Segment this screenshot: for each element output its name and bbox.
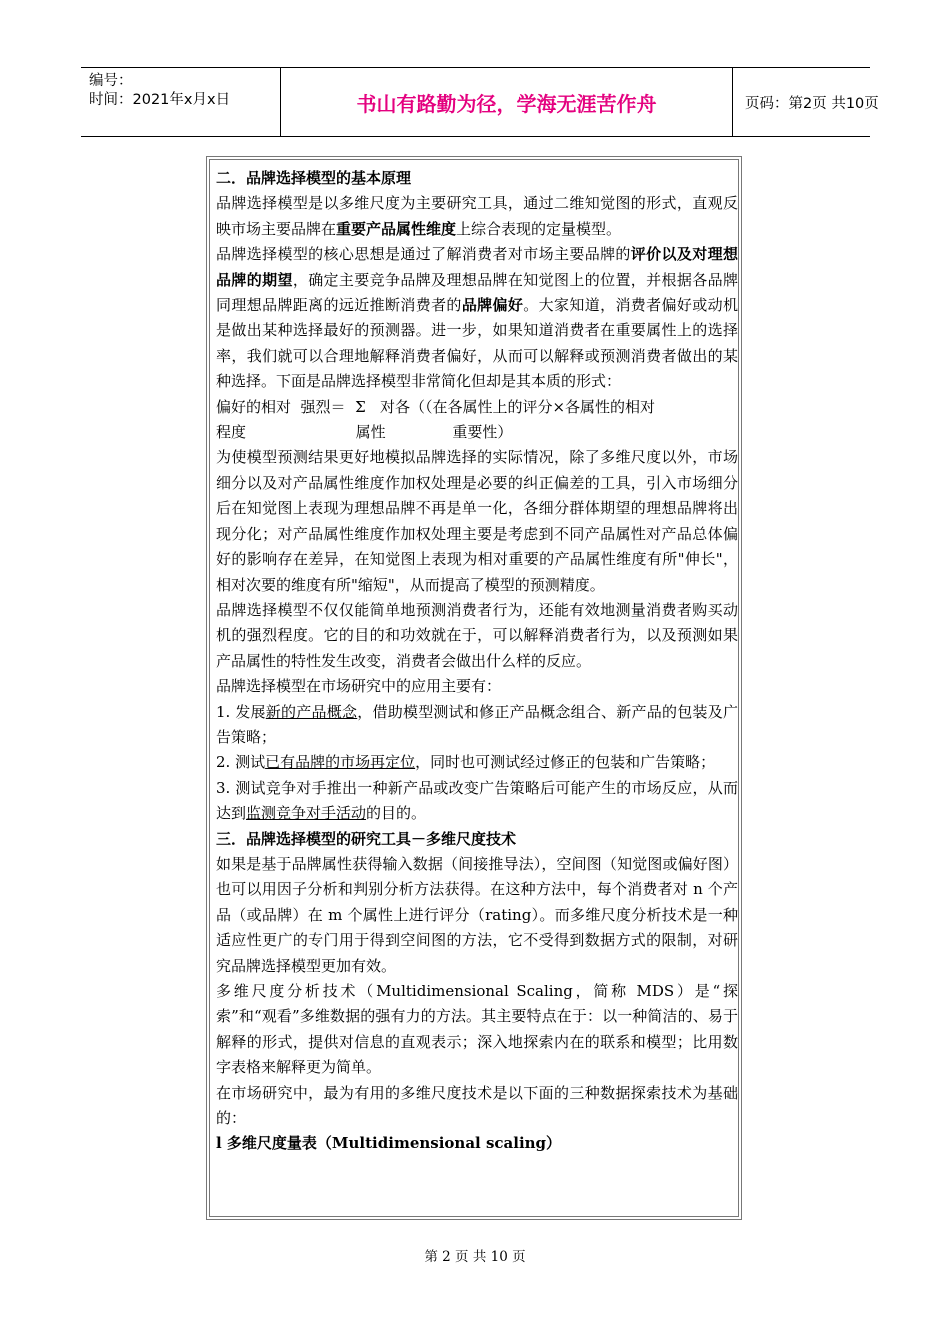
text: 3. 测试竞争对手推出一种新产品或改变广告策略后可能产生的市场反应，从而达到 <box>216 778 738 823</box>
list-item <box>216 776 738 827</box>
bullet-heading: l 多维尺度量表（Multidimensional scaling） <box>216 1134 562 1153</box>
paragraph: 如果是基于品牌属性获得输入数据（间接推导法），空间图（知觉图或偏好图）也可以用因子分析和判别分析方法获得。在这种方法中，每个消费者对 n 个产品（或品牌）在 m 个属性上进行评分（rating）。而多维尺度分析技术是一种适应性更广的专门用于得到空间图的方法，它不受得到数据方式的限制，对研究品牌选择模型更加有效。 <box>216 854 738 975</box>
text: 。大家知道，消费者偏好或动机是做出某种选择最好的预测器。进一步，如果知道消费者在重要属性上的选择率，我们就可以合理地解释消费者偏好，从而可以解释或预测消费者做出的某种选择。下面是品牌选择模型非常简化但却是其本质的形式： <box>216 296 738 391</box>
page-header <box>81 67 879 137</box>
bold-text: 评价以及对理想品牌的期望 <box>216 245 738 289</box>
list-item <box>216 750 738 775</box>
paragraph: 品牌选择模型在市场研究中的应用主要有： <box>216 677 502 696</box>
underlined-text: 已有品牌的市场再定位 <box>265 753 416 772</box>
text: 品牌选择模型是以多维尺度为主要研究工具，通过二维知觉图的形式，直观反映市场主要品牌在 <box>216 194 738 238</box>
paragraph <box>216 191 738 242</box>
text: 的目的。 <box>366 804 427 823</box>
list-item <box>216 700 738 751</box>
underlined-text: 新的产品概念 <box>265 702 358 721</box>
paragraph: 在市场研究中，最为有用的多维尺度技术是以下面的三种数据探索技术为基础的： <box>216 1083 738 1128</box>
section-heading-3: 三．品牌选择模型的研究工具－多维尺度技术 <box>216 829 517 848</box>
text: 2. 测试 <box>216 753 266 772</box>
paragraph: 多维尺度分析技术（Multidimensional Scaling，简称 MDS）是“探索”和“观看”多维数据的强有力的方法。其主要特点在于：以一种简洁的、易于解释的形式，提供对信息的直观表示；深入地探索内在的联系和模型；比用数字表格来解释更为简单。 <box>216 982 738 1077</box>
underlined-text: 监测竞争对手活动 <box>246 804 367 823</box>
paragraph: 品牌选择模型不仅仅能简单地预测消费者行为，还能有效地测量消费者购买动机的强烈程度。它的目的和功效就在于，可以解释消费者行为，以及预测如果产品属性的特性发生改变，消费者会做出什么样的反应。 <box>216 600 738 670</box>
document-body <box>216 166 738 1157</box>
formula-line-1: 偏好的相对 强烈＝ Σ 对各（（在各属性上的评分×各属性的相对 <box>216 397 656 416</box>
page-footer: 第 2 页 共 10 页 <box>424 1249 526 1265</box>
section-heading-2: 二．品牌选择模型的基本原理 <box>216 169 412 187</box>
formula-line-2: 程度 属性 重要性） <box>216 423 513 442</box>
paragraph: 为使模型预测结果更好地模拟品牌选择的实际情况，除了多维尺度以外，市场细分以及对产品属性维度作加权处理是必要的纠正偏差的工具，引入市场细分后在知觉图上表现为理想品牌不再是单一化，各细分群体期望的理想品牌将出现分化；对产品属性维度作加权处理主要是考虑到不同产品属性对产品总体偏好的影响存在差异，在知觉图上表现为相对重要的产品属性维度有所"伸长"，相对次要的维度有所"缩短"，从而提高了模型的预测精度。 <box>216 448 738 594</box>
paragraph <box>216 242 738 394</box>
text: ，借助模型测试和修正产品概念组合、新产品的包装及广告策略； <box>216 702 738 746</box>
header-page-code: 页码：第2页 共10页 <box>745 95 879 112</box>
header-meta <box>81 68 281 136</box>
text: 上综合表现的定量模型。 <box>456 219 622 238</box>
text: 1. 发展 <box>216 702 266 721</box>
time-label: 时间：2021年x月x日 <box>89 92 231 108</box>
bold-text: 重要产品属性维度 <box>336 219 457 238</box>
header-motto: 书山有路勤为径，学海无涯苦作舟 <box>281 68 733 136</box>
bold-text: 品牌偏好 <box>461 296 524 315</box>
text: 品牌选择模型的核心思想是通过了解消费者对市场主要品牌的 <box>216 245 631 264</box>
text: ，确定主要竞争品牌及理想品牌在知觉图上的位置，并根据各品牌同理想品牌距离的远近推断消费者的 <box>216 270 738 315</box>
text: ，同时也可测试经过修正的包装和广告策略； <box>415 753 716 772</box>
number-label: 编号： <box>89 73 133 89</box>
